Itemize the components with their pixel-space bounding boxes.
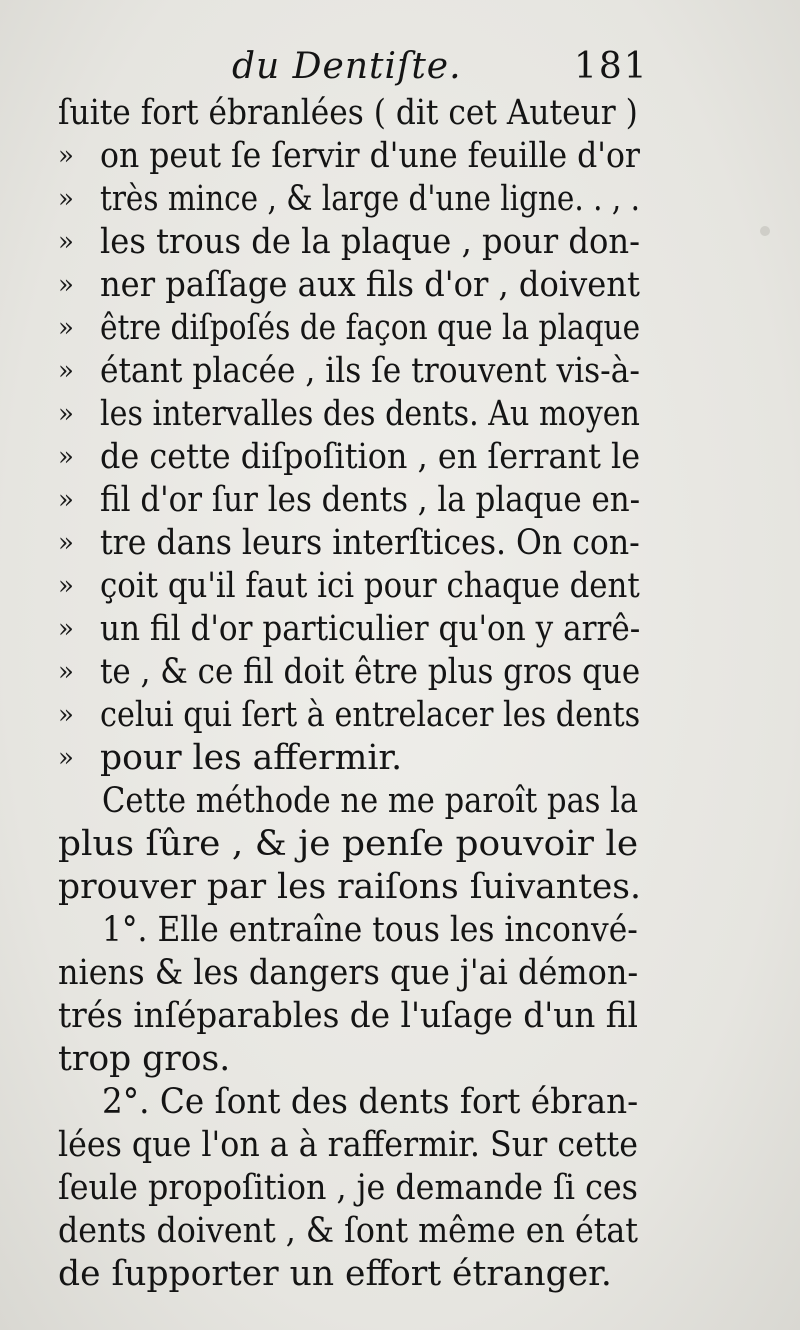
line-text: un fil d'or particulier qu'on y arrê- xyxy=(100,609,641,649)
paper-blemish xyxy=(760,226,770,236)
quotation-mark: » xyxy=(58,227,74,257)
body-text xyxy=(58,92,658,1296)
line-text: de ſupporter un effort étranger. xyxy=(58,1254,612,1294)
text-line xyxy=(58,1210,658,1253)
line-text: 1°. Elle entraîne tous les inconvé- xyxy=(102,910,638,950)
line-text: çoit qu'il faut ici pour chaque dent xyxy=(100,566,640,606)
text-line xyxy=(58,1038,658,1081)
quotation-mark: » xyxy=(58,313,74,343)
line-text: les trous de la plaque , pour don- xyxy=(100,222,640,262)
running-title: du Dentiſte. xyxy=(232,46,462,87)
quotation-mark: » xyxy=(58,571,74,601)
line-text: 2°. Ce ſont des dents fort ébran- xyxy=(102,1082,639,1122)
page-number: 181 xyxy=(574,46,649,87)
quotation-mark: » xyxy=(58,700,74,730)
text-line xyxy=(58,221,658,264)
text-line xyxy=(58,952,658,995)
line-text: être diſpoſés de façon que la plaque xyxy=(100,308,641,348)
line-text: étant placée , ils ſe trouvent vis-à- xyxy=(100,351,640,391)
text-line xyxy=(58,307,658,350)
text-line xyxy=(58,866,658,909)
text-line xyxy=(58,1081,658,1124)
line-text: ſeule propoſition , je demande ſi ces xyxy=(58,1168,638,1208)
text-line xyxy=(58,1124,658,1167)
text-line xyxy=(58,436,658,479)
line-text: lées que l'on a à raffermir. Sur cette xyxy=(58,1125,639,1165)
text-line xyxy=(58,608,658,651)
text-line xyxy=(58,135,658,178)
text-line xyxy=(58,651,658,694)
line-text: niens & les dangers que j'ai démon- xyxy=(58,953,639,993)
quotation-mark: » xyxy=(58,270,74,300)
line-text: Cette méthode ne me paroît pas la xyxy=(102,781,639,821)
text-line xyxy=(58,737,658,780)
line-text: te , & ce fil doit être plus gros que xyxy=(100,652,641,692)
line-text: fil d'or ſur les dents , la plaque en- xyxy=(100,480,641,520)
text-line xyxy=(58,178,658,221)
quotation-mark: » xyxy=(58,356,74,386)
text-line xyxy=(58,264,658,307)
quotation-mark: » xyxy=(58,614,74,644)
page-header xyxy=(0,40,800,100)
text-line xyxy=(58,780,658,823)
text-line xyxy=(58,522,658,565)
quotation-mark: » xyxy=(58,485,74,515)
text-line xyxy=(58,393,658,436)
text-line xyxy=(58,92,658,135)
line-text: trés inſéparables de l'uſage d'un fil xyxy=(58,996,639,1036)
line-text: ner paſſage aux fils d'or , doivent xyxy=(100,265,640,305)
quotation-mark: » xyxy=(58,184,74,214)
line-text: celui qui ſert à entrelacer les dents xyxy=(100,695,641,735)
line-text: les intervalles des dents. Au moyen xyxy=(100,394,640,434)
line-text: dents doivent , & ſont même en état xyxy=(58,1211,639,1251)
text-line xyxy=(58,1167,658,1210)
text-line xyxy=(58,823,658,866)
quotation-mark: » xyxy=(58,141,74,171)
quotation-mark: » xyxy=(58,528,74,558)
line-text: prouver par les raiſons ſuivantes. xyxy=(58,867,641,907)
text-line xyxy=(58,350,658,393)
line-text: ſuite fort ébranlées ( dit cet Auteur ) xyxy=(58,93,638,133)
text-line xyxy=(58,694,658,737)
quotation-mark: » xyxy=(58,442,74,472)
text-line xyxy=(58,565,658,608)
quotation-mark: » xyxy=(58,743,74,773)
line-text: on peut ſe ſervir d'une feuille d'or xyxy=(100,136,640,176)
text-line xyxy=(58,995,658,1038)
text-line xyxy=(58,1253,658,1296)
text-line xyxy=(58,479,658,522)
line-text: très mince , & large d'une ligne. . , . xyxy=(100,179,640,219)
line-text: tre dans leurs interſtices. On con- xyxy=(100,523,640,563)
line-text: pour les affermir. xyxy=(100,738,403,778)
quotation-mark: » xyxy=(58,657,74,687)
line-text: trop gros. xyxy=(58,1039,231,1079)
line-text: de cette diſpoſition , en ſerrant le xyxy=(100,437,641,477)
line-text: plus ſûre , & je penſe pouvoir le xyxy=(58,824,639,864)
text-line xyxy=(58,909,658,952)
quotation-mark: » xyxy=(58,399,74,429)
